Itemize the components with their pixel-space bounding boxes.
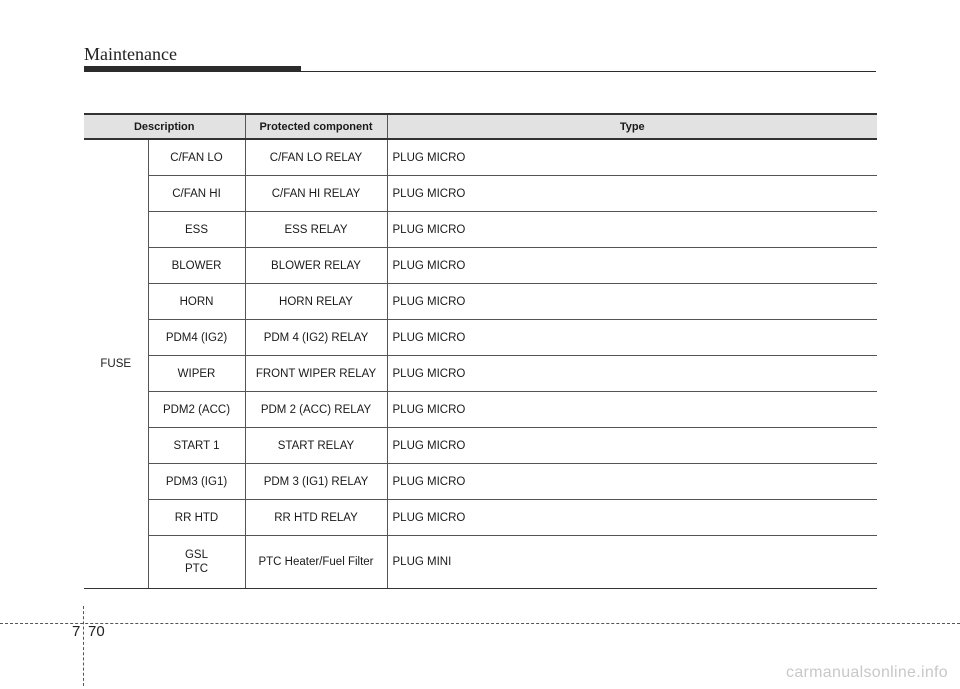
table-row xyxy=(84,320,877,356)
type-cell: PLUG MICRO xyxy=(387,464,877,500)
table-row xyxy=(84,356,877,392)
protected-component-cell: START RELAY xyxy=(245,428,387,464)
table-row xyxy=(84,176,877,212)
type-cell: PLUG MICRO xyxy=(387,392,877,428)
type-cell: PLUG MICRO xyxy=(387,176,877,212)
table-header-row xyxy=(84,114,877,139)
table-row xyxy=(84,284,877,320)
footer-vertical-line xyxy=(83,606,84,686)
protected-component-cell: BLOWER RELAY xyxy=(245,248,387,284)
column-header-protected-component: Protected component xyxy=(245,114,387,139)
description-cell: RR HTD xyxy=(148,500,245,536)
description-cell: C/FAN LO xyxy=(148,139,245,176)
type-cell: PLUG MICRO xyxy=(387,320,877,356)
table-row xyxy=(84,500,877,536)
fuse-table xyxy=(84,113,877,589)
description-cell: ESS xyxy=(148,212,245,248)
table-row xyxy=(84,139,877,176)
description-cell: BLOWER xyxy=(148,248,245,284)
protected-component-cell: C/FAN HI RELAY xyxy=(245,176,387,212)
type-cell: PLUG MICRO xyxy=(387,212,877,248)
type-cell: PLUG MICRO xyxy=(387,428,877,464)
header-bar-thin xyxy=(84,71,876,72)
type-cell: PLUG MICRO xyxy=(387,139,877,176)
description-cell xyxy=(148,536,245,589)
protected-component-cell: RR HTD RELAY xyxy=(245,500,387,536)
type-cell: PLUG MICRO xyxy=(387,356,877,392)
protected-component-cell: FRONT WIPER RELAY xyxy=(245,356,387,392)
table-row xyxy=(84,212,877,248)
type-cell: PLUG MINI xyxy=(387,536,877,589)
table-row xyxy=(84,428,877,464)
type-cell: PLUG MICRO xyxy=(387,248,877,284)
protected-component-cell: PTC Heater/Fuel Filter xyxy=(245,536,387,589)
description-line: GSL xyxy=(184,549,208,561)
description-cell: PDM4 (IG2) xyxy=(148,320,245,356)
type-cell: PLUG MICRO xyxy=(387,284,877,320)
description-cell: WIPER xyxy=(148,356,245,392)
table-row xyxy=(84,392,877,428)
protected-component-cell: C/FAN LO RELAY xyxy=(245,139,387,176)
description-cell: HORN xyxy=(148,284,245,320)
table-row xyxy=(84,248,877,284)
category-cell: FUSE xyxy=(84,139,148,589)
column-header-type: Type xyxy=(387,114,877,139)
protected-component-cell: HORN RELAY xyxy=(245,284,387,320)
column-header-description: Description xyxy=(84,114,245,139)
page-number: 70 xyxy=(88,623,105,640)
header-title: Maintenance xyxy=(84,44,177,64)
protected-component-cell: PDM 3 (IG1) RELAY xyxy=(245,464,387,500)
footer-dashed-line xyxy=(0,623,960,624)
table-body xyxy=(84,139,877,589)
protected-component-cell: PDM 4 (IG2) RELAY xyxy=(245,320,387,356)
description-line: PTC xyxy=(185,563,208,575)
description-cell: C/FAN HI xyxy=(148,176,245,212)
description-cell: PDM2 (ACC) xyxy=(148,392,245,428)
description-cell: START 1 xyxy=(148,428,245,464)
protected-component-cell: PDM 2 (ACC) RELAY xyxy=(245,392,387,428)
chapter-number: 7 xyxy=(72,623,81,640)
watermark: carmanualsonline.info xyxy=(786,664,948,681)
protected-component-cell: ESS RELAY xyxy=(245,212,387,248)
description-cell: PDM3 (IG1) xyxy=(148,464,245,500)
table-row xyxy=(84,536,877,589)
type-cell: PLUG MICRO xyxy=(387,500,877,536)
table-row xyxy=(84,464,877,500)
